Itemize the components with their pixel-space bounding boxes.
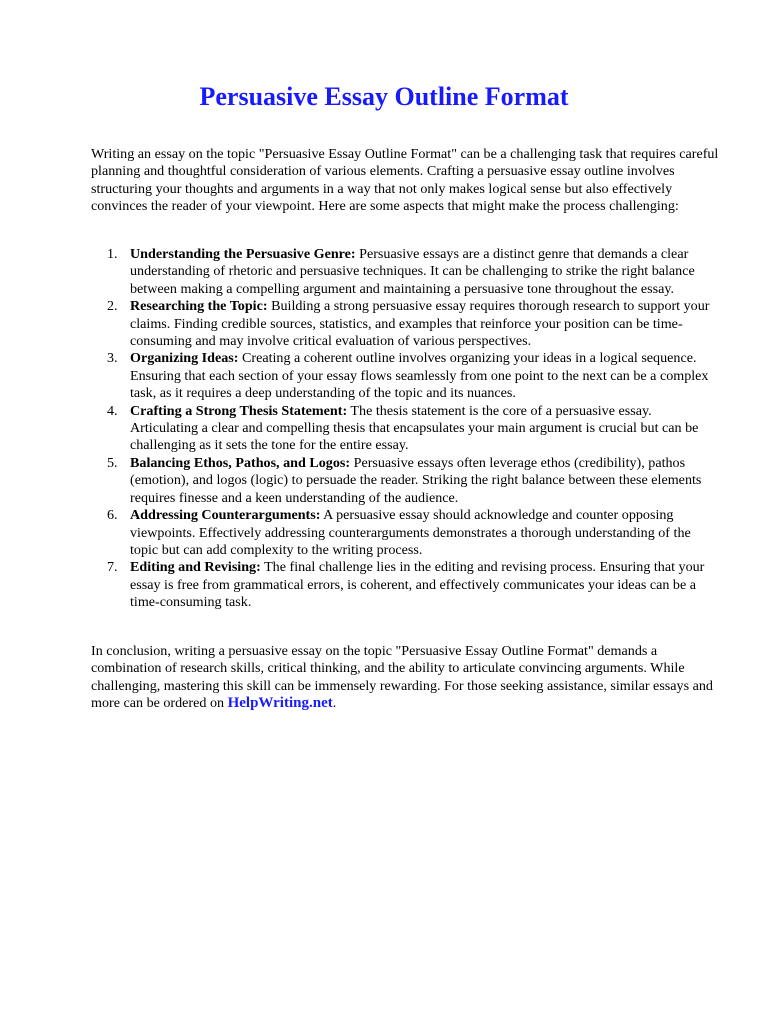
helpwriting-link[interactable]: HelpWriting.net bbox=[227, 695, 333, 712]
list-item bbox=[91, 559, 717, 611]
list-item-number: 1. bbox=[107, 246, 118, 262]
list-item bbox=[91, 455, 717, 507]
conclusion-end: . bbox=[332, 695, 337, 712]
list-item-term: Balancing Ethos, Pathos, and Logos: bbox=[130, 454, 351, 471]
list-item-text: Persuasive essays are a distinct genre that demands a clear understanding of rhetoric and persuasive techniques. It can be challenging to strike the right balance between making a compelling argument and maintaining a persuasive tone throughout the essay. bbox=[130, 246, 695, 297]
conclusion-paragraph bbox=[91, 643, 731, 713]
list-item bbox=[91, 403, 717, 455]
list-item-term: Understanding the Persuasive Genre: bbox=[130, 246, 356, 262]
list-item bbox=[91, 246, 717, 298]
list-item-number: 2. bbox=[107, 298, 118, 315]
list-item-term: Organizing Ideas: bbox=[130, 350, 239, 367]
list-item-text: The thesis statement is the core of a persuasive essay. Articulating a clear and compelling thesis that encapsulates your main argument is crucial but can be challenging as it sets the tone for the entire essay. bbox=[130, 402, 699, 454]
list-item-term: Researching the Topic: bbox=[130, 298, 268, 315]
list-item-number: 3. bbox=[107, 350, 118, 367]
list-item-number: 7. bbox=[107, 559, 118, 576]
list-item-term: Crafting a Strong Thesis Statement: bbox=[130, 402, 348, 419]
list-item-text: A persuasive essay should acknowledge and counter opposing viewpoints. Effectively addressing counterarguments demonstrates a thorough understanding of the topic but can add complexity to the writing process. bbox=[130, 507, 691, 558]
list-item-term: Addressing Counterarguments: bbox=[130, 507, 321, 524]
list-item bbox=[91, 507, 717, 559]
list-item-number: 4. bbox=[107, 402, 118, 419]
intro-paragraph: Writing an essay on the topic "Persuasive Essay Outline Format" can be a challenging task that requires careful planning and thoughtful consideration of various elements. Crafting a persuasive essay outline involves structuring your thoughts and arguments in a way that not only makes logical sense but also effectively convinces the reader of your viewpoint. Here are some aspects that might make the process challenging: bbox=[91, 146, 719, 215]
list-item-number: 5. bbox=[107, 454, 118, 471]
list-item bbox=[91, 350, 717, 402]
list-item bbox=[91, 298, 717, 350]
list-item-number: 6. bbox=[107, 507, 118, 524]
list-item-text: Creating a coherent outline involves organizing your ideas in a logical sequence. Ensuring that each section of your essay flows seamlessly from one point to the next can be a complex task, as it requires a deep understanding of the topic and its nuances. bbox=[130, 350, 709, 402]
list-item-term: Editing and Revising: bbox=[130, 559, 261, 576]
page-title: Persuasive Essay Outline Format bbox=[199, 82, 569, 111]
list-item-text: Building a strong persuasive essay requires thorough research to support your claims. Finding credible sources, statistics, and examples that reinforce your position can be time-consuming and may involve critical evaluation of various perspectives. bbox=[130, 298, 710, 350]
conclusion-text: In conclusion, writing a persuasive essay on the topic "Persuasive Essay Outline Format" demands a combination of research skills, critical thinking, and the ability to articulate convincing arguments. While challenging, mastering this skill can be immensely rewarding. For those seeking assistance, similar essays and more can be ordered on bbox=[91, 643, 713, 712]
challenges-list bbox=[91, 246, 717, 612]
list-item-text: The final challenge lies in the editing and revising process. Ensuring that your essay is free from grammatical errors, is coherent, and effectively communicates your ideas can be a time-consuming task. bbox=[130, 559, 705, 611]
list-item-text: Persuasive essays often leverage ethos (credibility), pathos (emotion), and logos (logic) to persuade the reader. Striking the right balance between these elements requires finesse and a keen understanding of the audience. bbox=[130, 454, 702, 506]
